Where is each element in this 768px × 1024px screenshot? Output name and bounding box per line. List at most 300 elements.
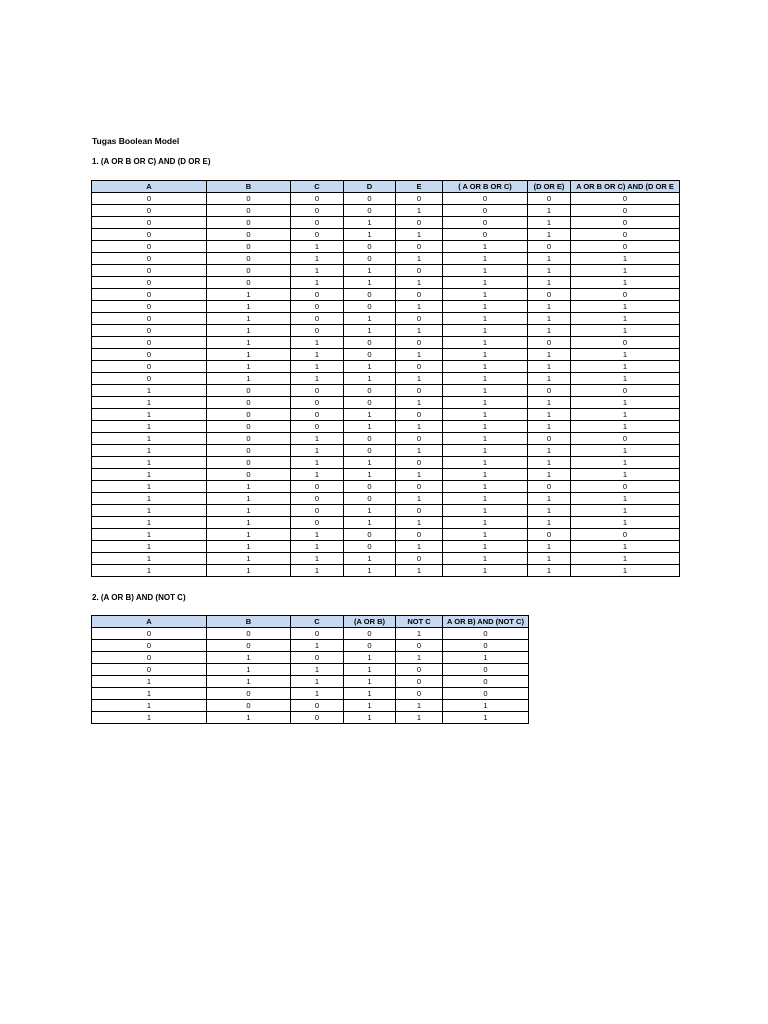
table-cell: 1 [443,409,528,421]
table-cell: 0 [92,325,207,337]
table-cell: 1 [291,553,344,565]
table-cell: 0 [92,289,207,301]
table-cell: 1 [291,433,344,445]
table-cell: 0 [396,361,443,373]
table-cell: 1 [443,700,529,712]
table-cell: 0 [92,349,207,361]
table-row [92,529,680,541]
table-cell: 0 [344,445,396,457]
truth-table-1 [91,180,680,577]
table-cell: 1 [92,688,207,700]
table-cell: 1 [291,277,344,289]
column-header: NOT C [396,616,443,628]
table-row [92,433,680,445]
table-cell: 1 [291,265,344,277]
table-cell: 0 [571,481,680,493]
table-row [92,397,680,409]
table-cell: 0 [571,241,680,253]
column-header: A OR B OR C) AND (D OR E [571,181,680,193]
table-cell: 1 [571,553,680,565]
table-row [92,421,680,433]
table-cell: 0 [291,421,344,433]
table-row [92,565,680,577]
table-cell: 0 [344,349,396,361]
table-cell: 0 [291,313,344,325]
table-cell: 1 [528,565,571,577]
table-cell: 0 [344,481,396,493]
table-row [92,457,680,469]
table-cell: 0 [291,493,344,505]
table-cell: 1 [344,700,396,712]
table-cell: 1 [344,505,396,517]
table-cell: 0 [571,337,680,349]
table-cell: 1 [443,541,528,553]
table-cell: 0 [528,529,571,541]
table-cell: 0 [528,289,571,301]
table-cell: 1 [291,349,344,361]
table-cell: 1 [443,265,528,277]
table-cell: 1 [207,373,291,385]
table-cell: 0 [344,385,396,397]
table-cell: 0 [291,301,344,313]
table-cell: 1 [443,565,528,577]
table-cell: 1 [92,481,207,493]
table-cell: 1 [207,553,291,565]
table-cell: 0 [571,433,680,445]
table-cell: 1 [528,445,571,457]
column-header: ( A OR B OR C) [443,181,528,193]
table-cell: 0 [207,217,291,229]
table-cell: 1 [92,397,207,409]
table-cell: 1 [396,712,443,724]
table-cell: 1 [443,361,528,373]
table-cell: 0 [207,469,291,481]
table-cell: 0 [396,457,443,469]
table-cell: 1 [207,481,291,493]
table-cell: 1 [92,457,207,469]
table-row [92,676,529,688]
table-row [92,313,680,325]
table-cell: 0 [443,628,529,640]
table-cell: 0 [92,217,207,229]
table-cell: 1 [443,457,528,469]
column-header: B [207,181,291,193]
table-cell: 0 [207,628,291,640]
table-cell: 1 [443,421,528,433]
table-cell: 0 [207,640,291,652]
table-cell: 1 [92,445,207,457]
table-cell: 1 [344,664,396,676]
table-row [92,409,680,421]
table-cell: 0 [344,253,396,265]
table-cell: 0 [92,664,207,676]
table-row [92,664,529,676]
table-cell: 1 [528,409,571,421]
table-cell: 1 [344,712,396,724]
table-cell: 1 [443,553,528,565]
table-cell: 1 [92,553,207,565]
table-cell: 0 [92,640,207,652]
table-cell: 0 [571,385,680,397]
table-row [92,217,680,229]
table-cell: 0 [396,385,443,397]
table-cell: 0 [207,253,291,265]
table-cell: 0 [344,193,396,205]
table-cell: 1 [344,277,396,289]
table-cell: 1 [528,517,571,529]
table-cell: 0 [443,229,528,241]
table-cell: 1 [207,565,291,577]
table-cell: 0 [571,289,680,301]
table-row [92,640,529,652]
table-row [92,688,529,700]
table-cell: 1 [291,337,344,349]
table-cell: 0 [396,313,443,325]
table-cell: 0 [92,241,207,253]
table-cell: 0 [396,337,443,349]
table-row [92,628,529,640]
table-cell: 1 [92,433,207,445]
table-cell: 1 [571,409,680,421]
table-cell: 0 [92,361,207,373]
table-cell: 1 [528,397,571,409]
table-cell: 1 [92,529,207,541]
table-cell: 0 [443,676,529,688]
section-1-heading: 1. (A OR B OR C) AND (D OR E) [92,157,211,166]
table-row [92,253,680,265]
table-row [92,277,680,289]
table-cell: 0 [92,229,207,241]
table-row [92,700,529,712]
document-title: Tugas Boolean Model [92,136,180,146]
table-cell: 0 [443,664,529,676]
table-cell: 1 [344,421,396,433]
table-cell: 1 [92,493,207,505]
table-cell: 1 [443,385,528,397]
table-cell: 0 [207,265,291,277]
table-cell: 1 [443,712,529,724]
table-cell: 0 [344,541,396,553]
table-cell: 0 [396,676,443,688]
table-cell: 1 [528,505,571,517]
table-cell: 1 [528,229,571,241]
table-cell: 0 [528,193,571,205]
table-cell: 1 [571,541,680,553]
table-cell: 1 [528,217,571,229]
table-cell: 1 [396,628,443,640]
table-cell: 1 [443,445,528,457]
table-cell: 1 [344,553,396,565]
table-cell: 0 [291,505,344,517]
table-cell: 1 [291,373,344,385]
table-cell: 0 [207,433,291,445]
table-cell: 1 [291,253,344,265]
table-cell: 1 [396,493,443,505]
table-cell: 0 [396,529,443,541]
table-row [92,241,680,253]
table-row [92,445,680,457]
table-cell: 1 [571,457,680,469]
table-row [92,265,680,277]
table-cell: 0 [571,193,680,205]
table-cell: 0 [207,409,291,421]
table-header-row [92,181,680,193]
table-cell: 0 [207,385,291,397]
table-cell: 1 [291,469,344,481]
table-cell: 1 [396,652,443,664]
table-cell: 0 [571,529,680,541]
table-row [92,361,680,373]
table-cell: 0 [528,337,571,349]
table-cell: 1 [571,373,680,385]
table-cell: 1 [443,313,528,325]
truth-table-2 [91,615,529,724]
table-cell: 1 [528,265,571,277]
table-cell: 0 [396,289,443,301]
table-cell: 1 [207,325,291,337]
table-row [92,652,529,664]
table-cell: 1 [344,265,396,277]
table-cell: 0 [291,217,344,229]
table-cell: 1 [571,361,680,373]
table-header-row [92,616,529,628]
table-cell: 1 [443,337,528,349]
table-row [92,337,680,349]
table-cell: 0 [291,397,344,409]
table-cell: 0 [92,277,207,289]
table-row [92,517,680,529]
table-cell: 0 [92,193,207,205]
table-cell: 0 [443,688,529,700]
table-cell: 0 [396,241,443,253]
table-cell: 1 [528,313,571,325]
table-cell: 1 [344,325,396,337]
table-cell: 1 [443,301,528,313]
table-cell: 0 [396,193,443,205]
table-cell: 0 [396,481,443,493]
table-cell: 0 [344,397,396,409]
table-cell: 1 [92,505,207,517]
table-cell: 1 [571,421,680,433]
table-cell: 1 [396,469,443,481]
table-cell: 0 [344,289,396,301]
table-cell: 1 [291,676,344,688]
table-cell: 1 [443,469,528,481]
table-cell: 1 [571,517,680,529]
table-cell: 0 [207,688,291,700]
table-cell: 1 [207,676,291,688]
table-cell: 1 [528,349,571,361]
table-cell: 1 [443,529,528,541]
table-cell: 1 [396,700,443,712]
table-cell: 1 [344,676,396,688]
table-cell: 0 [92,301,207,313]
table-cell: 0 [528,433,571,445]
table-row [92,541,680,553]
table-cell: 0 [396,664,443,676]
table-cell: 1 [571,505,680,517]
table-row [92,481,680,493]
table-cell: 1 [92,565,207,577]
table-cell: 1 [291,640,344,652]
table-cell: 1 [571,301,680,313]
table-cell: 0 [92,628,207,640]
table-cell: 0 [207,445,291,457]
table-cell: 1 [396,397,443,409]
table-cell: 0 [396,217,443,229]
table-cell: 1 [396,445,443,457]
table-cell: 1 [344,361,396,373]
table-cell: 1 [92,385,207,397]
table-cell: 0 [291,628,344,640]
table-cell: 0 [92,337,207,349]
table-cell: 0 [396,409,443,421]
table-cell: 1 [207,529,291,541]
table-row [92,385,680,397]
table-row [92,505,680,517]
table-cell: 1 [344,688,396,700]
table-cell: 0 [571,217,680,229]
table-cell: 1 [443,433,528,445]
table-cell: 0 [443,193,528,205]
table-cell: 0 [291,652,344,664]
table-cell: 1 [528,493,571,505]
table-cell: 1 [344,457,396,469]
table-cell: 0 [207,397,291,409]
table-cell: 1 [344,517,396,529]
column-header: A [92,181,207,193]
table-cell: 0 [571,205,680,217]
table-cell: 1 [571,313,680,325]
table-cell: 1 [207,337,291,349]
table-cell: 1 [291,688,344,700]
table-cell: 1 [92,421,207,433]
table-cell: 0 [291,481,344,493]
table-cell: 0 [443,217,528,229]
table-cell: 0 [92,373,207,385]
table-cell: 0 [443,640,529,652]
table-cell: 1 [443,505,528,517]
table-cell: 1 [291,241,344,253]
table-cell: 1 [207,349,291,361]
table-cell: 0 [396,640,443,652]
table-cell: 1 [291,361,344,373]
table-cell: 1 [344,409,396,421]
table-cell: 0 [291,409,344,421]
table-cell: 1 [344,469,396,481]
table-cell: 1 [443,652,529,664]
table-cell: 1 [528,205,571,217]
table-cell: 1 [396,301,443,313]
table-cell: 0 [92,313,207,325]
table-cell: 0 [291,289,344,301]
table-row [92,229,680,241]
table-cell: 1 [571,469,680,481]
table-cell: 1 [207,517,291,529]
table-cell: 1 [396,229,443,241]
table-row [92,469,680,481]
table-cell: 1 [207,712,291,724]
table-cell: 1 [528,469,571,481]
table-cell: 0 [92,253,207,265]
table-cell: 0 [291,700,344,712]
table-cell: 0 [291,385,344,397]
table-cell: 0 [291,712,344,724]
table-cell: 1 [207,505,291,517]
table-cell: 1 [207,652,291,664]
table-row [92,325,680,337]
column-header: (A OR B) [344,616,396,628]
table-cell: 1 [207,289,291,301]
table-cell: 0 [396,433,443,445]
table-cell: 0 [207,421,291,433]
table-cell: 1 [528,421,571,433]
table-cell: 1 [571,349,680,361]
table-cell: 0 [344,640,396,652]
table-cell: 1 [571,445,680,457]
table-cell: 1 [443,325,528,337]
table-cell: 1 [528,541,571,553]
table-cell: 1 [92,700,207,712]
table-row [92,289,680,301]
table-cell: 1 [92,469,207,481]
table-cell: 0 [207,457,291,469]
table-cell: 0 [291,193,344,205]
table-row [92,712,529,724]
table-cell: 1 [396,541,443,553]
table-cell: 1 [396,205,443,217]
table-cell: 0 [571,229,680,241]
table-cell: 1 [443,373,528,385]
table-cell: 0 [344,628,396,640]
table-cell: 1 [92,517,207,529]
table-cell: 1 [443,277,528,289]
table-cell: 0 [207,277,291,289]
table-cell: 1 [528,301,571,313]
table-cell: 1 [528,457,571,469]
table-cell: 1 [344,565,396,577]
table-cell: 0 [396,688,443,700]
table-cell: 1 [571,325,680,337]
table-cell: 1 [571,265,680,277]
table-cell: 0 [92,652,207,664]
table-cell: 1 [443,241,528,253]
table-cell: 1 [92,409,207,421]
table-cell: 1 [207,541,291,553]
table-cell: 1 [571,277,680,289]
table-cell: 1 [396,325,443,337]
column-header: (D OR E) [528,181,571,193]
table-cell: 1 [207,361,291,373]
table-cell: 0 [443,205,528,217]
table-cell: 1 [571,397,680,409]
table-row [92,301,680,313]
table-cell: 0 [344,241,396,253]
table-row [92,373,680,385]
table-cell: 0 [291,205,344,217]
table-cell: 1 [344,652,396,664]
table-cell: 1 [443,289,528,301]
column-header: A OR B) AND (NOT C) [443,616,529,628]
table-cell: 1 [571,253,680,265]
table-cell: 0 [528,481,571,493]
table-cell: 0 [207,241,291,253]
table-cell: 0 [291,325,344,337]
table-cell: 0 [291,229,344,241]
column-header: E [396,181,443,193]
table-cell: 1 [92,712,207,724]
table-cell: 1 [396,565,443,577]
